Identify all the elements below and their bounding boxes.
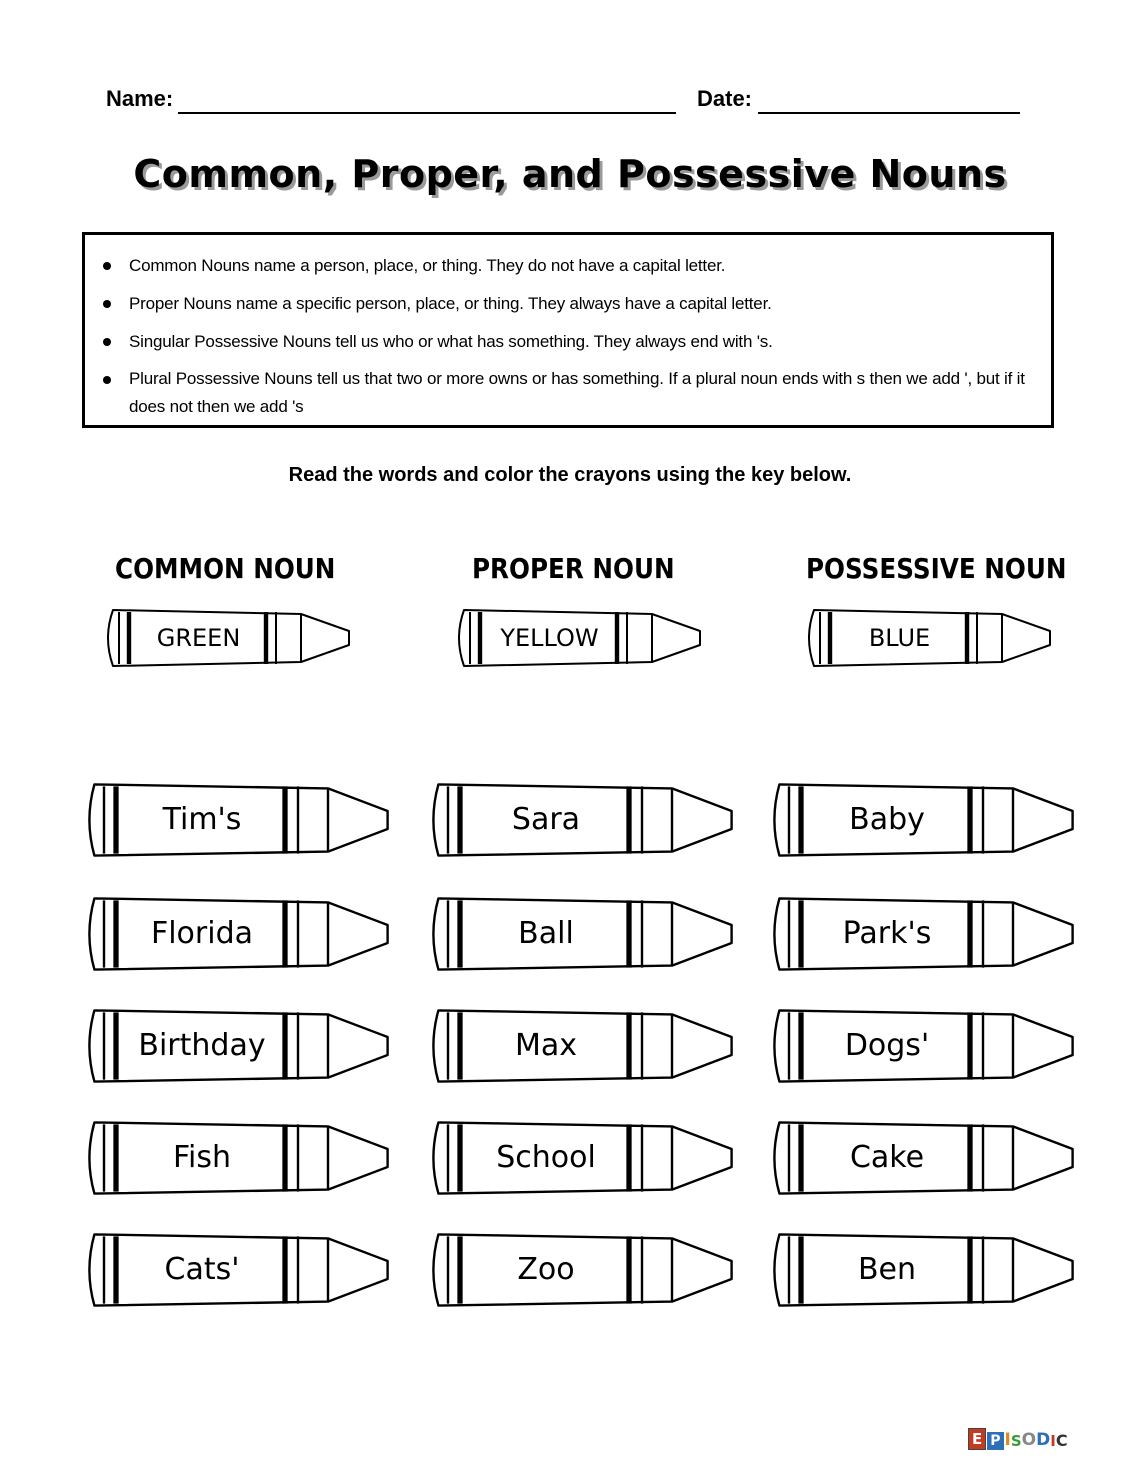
word-crayon[interactable] (82, 1008, 390, 1084)
word-crayon[interactable] (426, 782, 734, 858)
word-crayon-label: Tim's (162, 802, 242, 837)
definitions-box (82, 232, 1054, 428)
word-crayon-label: Ball (518, 916, 574, 951)
logo-letter: E (968, 1428, 986, 1450)
page-title: Common, Proper, and Possessive Nouns (133, 152, 1007, 196)
word-crayon-label: Baby (849, 802, 925, 837)
definition-common: Common Nouns name a person, place, or thing. They do not have a capital letter. (129, 251, 1037, 281)
word-crayon[interactable] (767, 782, 1075, 858)
word-crayon[interactable] (426, 1008, 734, 1084)
word-crayon[interactable] (82, 1120, 390, 1196)
logo-letter: P (987, 1432, 1003, 1450)
key-crayon-label: BLUE (868, 624, 931, 652)
word-crayon-label: Dogs' (844, 1028, 930, 1063)
name-line[interactable] (178, 112, 676, 114)
logo-letter: I (1050, 1432, 1056, 1450)
word-crayon-label: Ben (857, 1252, 917, 1287)
word-crayon-label: Max (514, 1028, 578, 1063)
date-label: Date: (697, 86, 753, 111)
word-crayon[interactable] (82, 782, 390, 858)
logo-letter: D (1036, 1430, 1051, 1450)
logo-letter: C (1055, 1431, 1068, 1450)
word-crayon-label: Fish (172, 1140, 232, 1175)
key-crayon[interactable] (802, 608, 1052, 668)
key-crayon[interactable] (101, 608, 351, 668)
word-crayon-label: Cake (849, 1140, 925, 1175)
key-crayon-label: YELLOW (500, 624, 599, 652)
definition-singular-possessive: Singular Possessive Nouns tell us who or what has something. They always end with 's. (129, 327, 1037, 357)
word-crayon-label: Zoo (517, 1252, 575, 1287)
word-crayon[interactable] (82, 896, 390, 972)
word-crayon-label: Cats' (164, 1252, 240, 1287)
word-crayon[interactable] (426, 1120, 734, 1196)
word-crayon-label: Sara (511, 802, 581, 837)
date-line[interactable] (758, 112, 1020, 114)
word-crayon[interactable] (767, 1232, 1075, 1308)
word-crayon[interactable] (767, 1120, 1075, 1196)
name-label: Name: (106, 86, 174, 111)
key-heading-possessive: POSSESSIVE NOUN (806, 552, 1067, 585)
word-crayon[interactable] (82, 1232, 390, 1308)
definition-proper: Proper Nouns name a specific person, place, or thing. They always have a capital letter. (129, 289, 1037, 319)
word-crayon-label: School (496, 1140, 596, 1175)
word-crayon[interactable] (767, 1008, 1075, 1084)
word-crayon-label: Florida (150, 916, 254, 951)
key-heading-common: COMMON NOUN (115, 552, 336, 585)
word-crayon[interactable] (426, 896, 734, 972)
definition-plural-possessive: Plural Possessive Nouns tell us that two or more owns or has something. If a plural noun ends with s then we add ', but if it does not then we add 's (129, 365, 1037, 421)
word-crayon-label: Park's (842, 916, 932, 951)
key-crayon[interactable] (452, 608, 702, 668)
instructions: Read the words and color the crayons using the key below. (288, 464, 852, 486)
key-crayon-label: GREEN (156, 624, 241, 652)
word-crayon[interactable] (767, 896, 1075, 972)
key-heading-proper: PROPER NOUN (472, 552, 675, 585)
word-crayon[interactable] (426, 1232, 734, 1308)
logo-letter: S (1010, 1432, 1022, 1450)
logo-letter: O (1021, 1430, 1037, 1450)
word-crayon-label: Birthday (138, 1028, 266, 1063)
episodic-logo (968, 1424, 1068, 1450)
logo-letter: I (1004, 1430, 1011, 1450)
